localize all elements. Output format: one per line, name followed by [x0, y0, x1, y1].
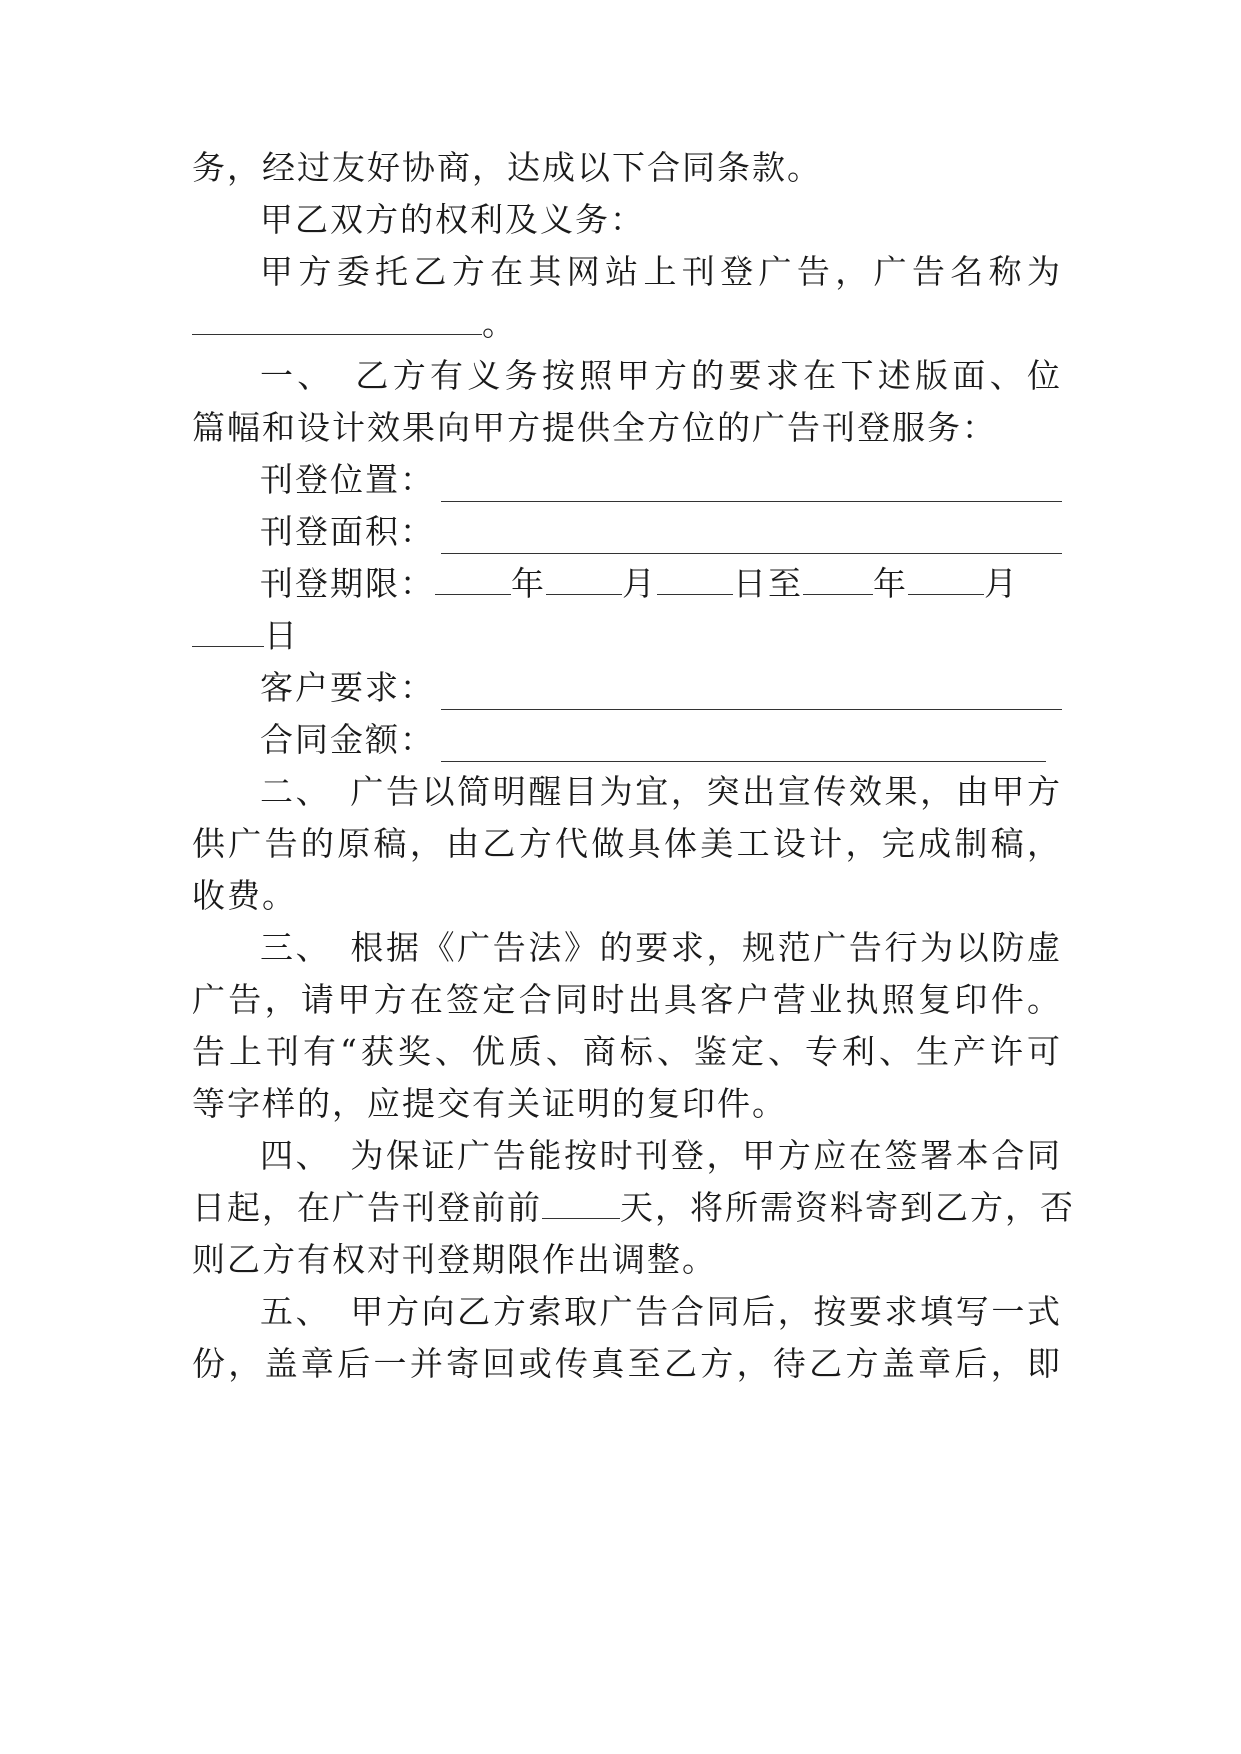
blank-days: [542, 1190, 620, 1219]
blank-ad-name: [192, 306, 482, 335]
text-line: 供广告的原稿，由乙方代做具体美工设计，完成制稿，: [192, 824, 1062, 863]
text-line: 甲方委托乙方在其网站上刊登广告，广告名称为: [260, 252, 1062, 291]
text-line: [192, 1186, 1075, 1230]
field-position: [260, 458, 1062, 502]
field-label: 合同金额：: [260, 720, 435, 759]
blank-line: [546, 566, 622, 595]
text-line: [192, 302, 1062, 346]
text-line: 则乙方有权对刊登期限作出调整。: [192, 1240, 717, 1279]
unit-month: 月: [984, 564, 1019, 603]
blank-line: [441, 475, 1062, 502]
blank-line: [192, 618, 264, 647]
text-line: 份，盖章后一并寄回或传真至乙方，待乙方盖章后，即: [192, 1344, 1062, 1383]
field-area: [260, 510, 1062, 554]
blank-line: [441, 683, 1062, 710]
field-label: 刊登面积：: [260, 512, 435, 551]
field-requirement: [260, 666, 1062, 710]
unit-day: 日: [264, 616, 299, 655]
field-period-cont: [192, 614, 1062, 658]
text-line: 告上刊有“获奖、优质、商标、鉴定、专利、生产许可: [192, 1032, 1062, 1071]
blank-line: [441, 527, 1062, 554]
blank-line: [435, 566, 511, 595]
blank-line: [657, 566, 733, 595]
period-mark: 。: [482, 304, 517, 343]
clause-2-heading: 二、 广告以简明醒目为宜，突出宣传效果，由甲方: [260, 772, 1062, 811]
blank-line: [908, 566, 984, 595]
blank-line: [803, 566, 873, 595]
text-line: 篇幅和设计效果向甲方提供全方位的广告刊登服务：: [192, 408, 997, 447]
text-line: 务，经过友好协商，达成以下合同条款。: [192, 148, 822, 187]
text-segment: 天，将所需资料寄到乙方，否: [620, 1188, 1075, 1227]
clause-4-heading: 四、 为保证广告能按时刊登，甲方应在签署本合同: [260, 1136, 1062, 1175]
text-line: 等字样的，应提交有关证明的复印件。: [192, 1084, 787, 1123]
unit-year: 年: [873, 564, 908, 603]
blank-line: [441, 735, 1046, 762]
unit-day-to: 日至: [733, 564, 803, 603]
unit-month: 月: [622, 564, 657, 603]
unit-year: 年: [511, 564, 546, 603]
clause-5-heading: 五、 甲方向乙方索取广告合同后，按要求填写一式: [260, 1292, 1062, 1331]
field-label: 刊登位置：: [260, 460, 435, 499]
field-label: 刊登期限：: [260, 564, 435, 603]
clause-1-heading: 一、 乙方有义务按照甲方的要求在下述版面、位: [260, 356, 1062, 395]
text-line: 甲乙双方的权利及义务：: [260, 200, 645, 239]
field-period: [260, 562, 1062, 606]
clause-3-heading: 三、 根据《广告法》的要求，规范广告行为以防虚: [260, 928, 1062, 967]
text-segment: 日起，在广告刊登前前: [192, 1188, 542, 1227]
field-label: 客户要求：: [260, 668, 435, 707]
field-amount: [260, 718, 1046, 762]
text-line: 收费。: [192, 876, 297, 915]
text-line: 广告，请甲方在签定合同时出具客户营业执照复印件。: [192, 980, 1062, 1019]
